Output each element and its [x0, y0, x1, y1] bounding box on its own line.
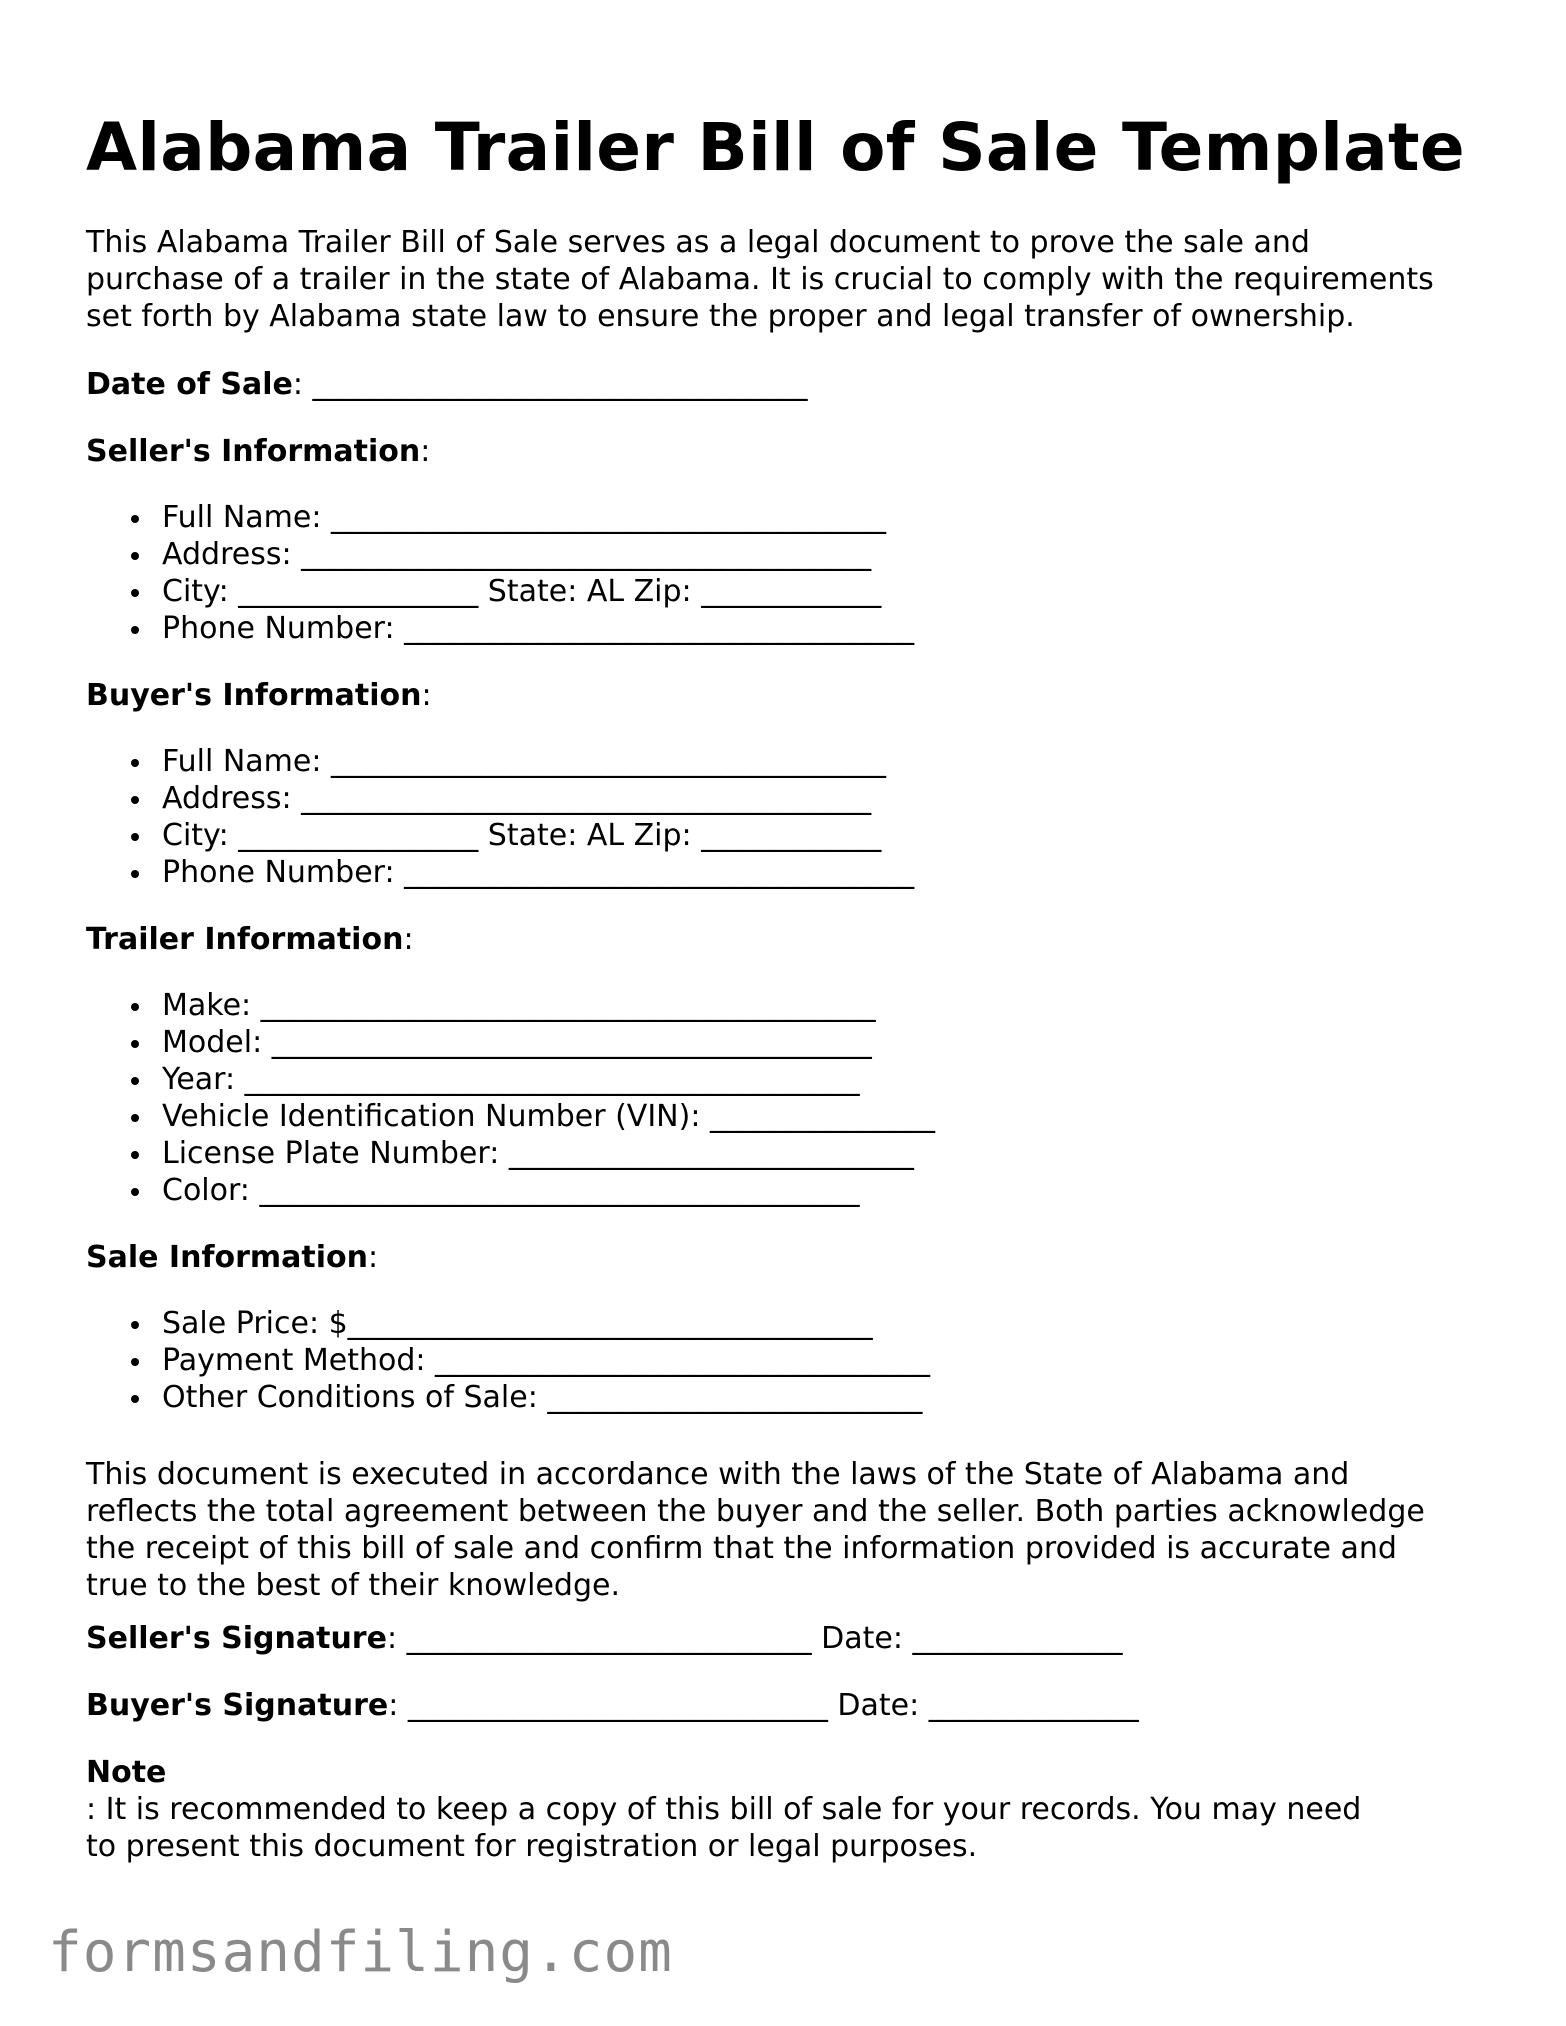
closing-line: reflects the total agreement between the buyer and the seller. Both parties acknowledge	[86, 1494, 1425, 1529]
seller-signature-label: Seller's Signature	[86, 1621, 387, 1656]
watermark-logo: formsandfiling.com	[48, 1920, 673, 1985]
intro-line: set forth by Alabama state law to ensure the proper and legal transfer of ownership.	[86, 299, 1355, 334]
heading-colon: :	[420, 434, 431, 469]
trailer-vin-field: Vehicle Identification Number (VIN): _______________	[86, 1098, 935, 1135]
trailer-color-field: Color: ________________________________________	[86, 1172, 935, 1209]
seller-full-name-field: Full Name: _____________________________________	[86, 499, 914, 536]
seller-signature-field	[86, 1620, 1122, 1657]
note-line: to present this document for registration or legal purposes.	[86, 1829, 978, 1864]
trailer-make-field: Make: _________________________________________	[86, 987, 935, 1024]
intro-line: purchase of a trailer in the state of Alabama. It is crucial to comply with the requirements	[86, 262, 1434, 297]
seller-address-field: Address: ______________________________________	[86, 536, 914, 573]
note-label: Note	[86, 1755, 167, 1790]
buyer-address-field: Address: ______________________________________	[86, 780, 914, 817]
note-paragraph	[86, 1754, 1361, 1865]
other-conditions-field: Other Conditions of Sale: _________________________	[86, 1379, 930, 1416]
seller-signature-blank: : ___________________________ Date: ______________	[386, 1621, 1123, 1656]
sale-price-field: Sale Price: $___________________________________	[86, 1305, 930, 1342]
buyer-phone-field: Phone Number: __________________________________	[86, 854, 914, 891]
intro-line: This Alabama Trailer Bill of Sale serves as a legal document to prove the sale and	[86, 225, 1310, 260]
sale-fields-list	[86, 1305, 930, 1416]
note-text: : It is recommended to keep a copy of this bill of sale for your records. You may need	[86, 1792, 1362, 1827]
payment-method-field: Payment Method: _________________________________	[86, 1342, 930, 1379]
seller-section-heading	[86, 433, 430, 470]
sale-section-heading	[86, 1239, 378, 1276]
buyer-city-state-zip-field: City: ________________ State: AL Zip: ____________	[86, 817, 914, 854]
trailer-heading-label: Trailer Information	[86, 922, 404, 957]
heading-colon: :	[368, 1240, 379, 1275]
intro-paragraph	[86, 224, 1486, 335]
buyer-section-heading	[86, 677, 432, 714]
note-line	[86, 1754, 1361, 1828]
trailer-year-field: Year: _________________________________________	[86, 1061, 935, 1098]
heading-colon: :	[403, 922, 414, 957]
date-of-sale-field	[86, 366, 808, 403]
buyer-full-name-field: Full Name: _____________________________________	[86, 743, 914, 780]
closing-line: This document is executed in accordance with the laws of the State of Alabama and	[86, 1457, 1350, 1492]
closing-line: the receipt of this bill of sale and confirm that the information provided is accurate and	[86, 1531, 1397, 1566]
trailer-section-heading	[86, 921, 414, 958]
trailer-license-plate-field: License Plate Number: ___________________________	[86, 1135, 935, 1172]
seller-heading-label: Seller's Information	[86, 434, 421, 469]
buyer-signature-blank: : ____________________________ Date: ______________	[388, 1688, 1139, 1723]
trailer-model-field: Model: ________________________________________	[86, 1024, 935, 1061]
seller-phone-field: Phone Number: __________________________________	[86, 610, 914, 647]
date-of-sale-blank: : _________________________________	[292, 367, 808, 402]
seller-fields-list	[86, 499, 914, 647]
buyer-signature-label: Buyer's Signature	[86, 1688, 389, 1723]
buyer-heading-label: Buyer's Information	[86, 678, 422, 713]
closing-paragraph	[86, 1456, 1425, 1604]
seller-city-state-zip-field: City: ________________ State: AL Zip: ____________	[86, 573, 914, 610]
date-of-sale-label: Date of Sale	[86, 367, 293, 402]
document-title: Alabama Trailer Bill of Sale Template	[86, 109, 1465, 186]
heading-colon: :	[421, 678, 432, 713]
buyer-fields-list	[86, 743, 914, 891]
sale-heading-label: Sale Information	[86, 1240, 368, 1275]
buyer-signature-field	[86, 1687, 1139, 1724]
closing-line: true to the best of their knowledge.	[86, 1568, 620, 1603]
trailer-fields-list	[86, 987, 935, 1209]
